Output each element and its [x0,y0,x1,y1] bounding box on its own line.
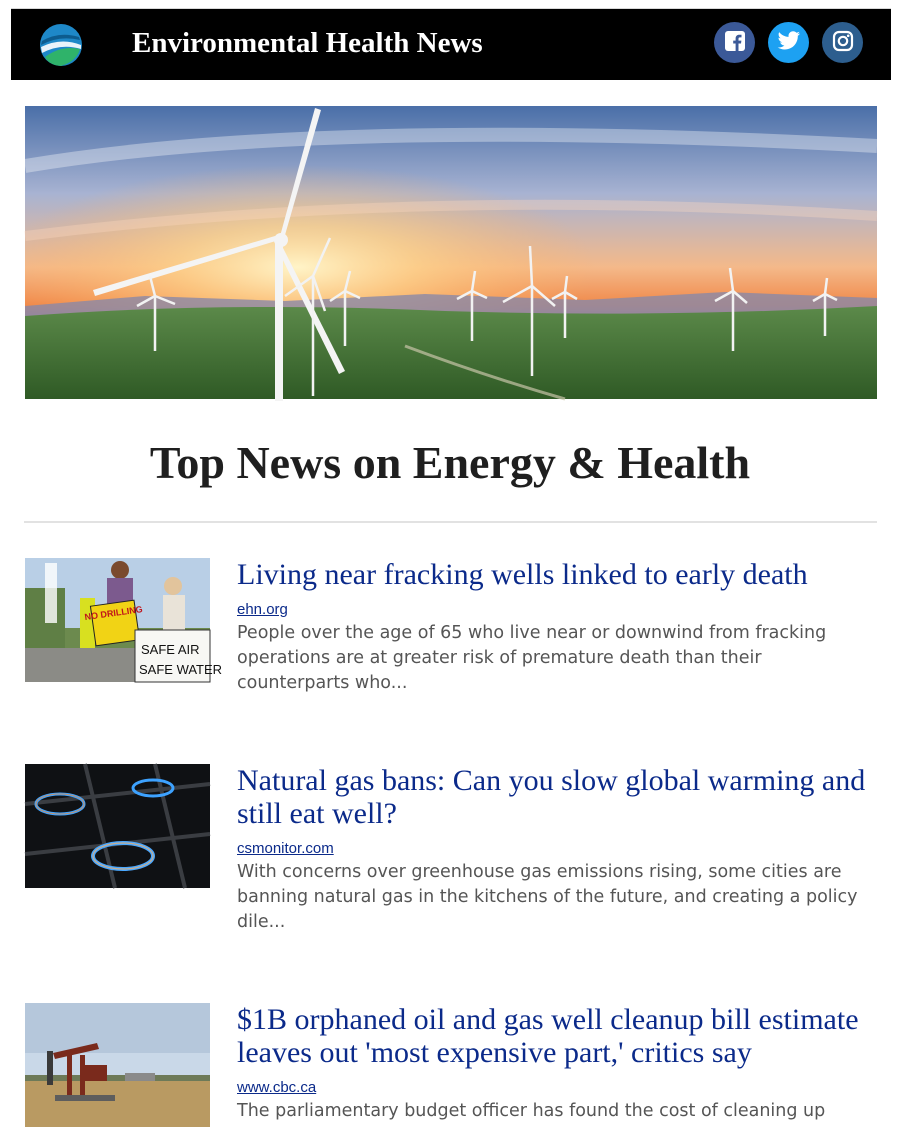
article-headline-link[interactable]: Living near fracking wells linked to early death [237,558,808,591]
article-headline-link[interactable]: $1B orphaned oil and gas well cleanup bill estimate leaves out 'most expensive part,' critics say [237,1003,859,1069]
article-thumbnail[interactable] [25,764,210,888]
header-bar [11,8,891,80]
article-summary: People over the age of 65 who live near or downwind from fracking operations are at greater risk of premature death than their counterparts who... [237,623,827,693]
globe-logo-icon[interactable] [39,23,83,67]
protest-sign-text-3: SAFE WATER [139,662,223,677]
section-divider [24,521,877,523]
article-source-link[interactable]: www.cbc.ca [237,1079,317,1096]
site-title[interactable]: Environmental Health News [132,27,483,59]
facebook-button[interactable] [714,22,755,63]
article-body [237,558,867,696]
article-source-link[interactable]: csmonitor.com [237,840,334,857]
facebook-icon [724,30,746,56]
article-thumbnail[interactable] [25,558,223,682]
article-summary: The parliamentary budget officer has found the cost of cleaning up [237,1101,826,1121]
instagram-button[interactable] [822,22,863,63]
fracking-protest-image [25,558,223,682]
article-source-link[interactable]: ehn.org [237,601,288,618]
section-title: Top News on Energy & Health [149,437,751,488]
article-thumbnail[interactable] [25,1003,210,1123]
oil-pumpjack-image [25,1003,210,1127]
twitter-icon [777,31,801,55]
protest-sign-text-1: NO DRILLING [83,604,144,623]
article-summary: With concerns over greenhouse gas emissions rising, some cities are banning natural gas in the kitchens of the future, and creating a policy dile... [237,862,858,932]
article-body [237,1003,867,1124]
protest-sign-text-2: SAFE AIR [141,642,200,657]
hero-image[interactable] [25,106,877,399]
instagram-icon [832,30,854,56]
gas-stove-burners-image [25,764,210,888]
twitter-button[interactable] [768,22,809,63]
article-headline-link[interactable]: Natural gas bans: Can you slow global warming and still eat well? [237,764,866,830]
wind-turbines-sunset-image [25,106,877,399]
article-body [237,764,867,935]
